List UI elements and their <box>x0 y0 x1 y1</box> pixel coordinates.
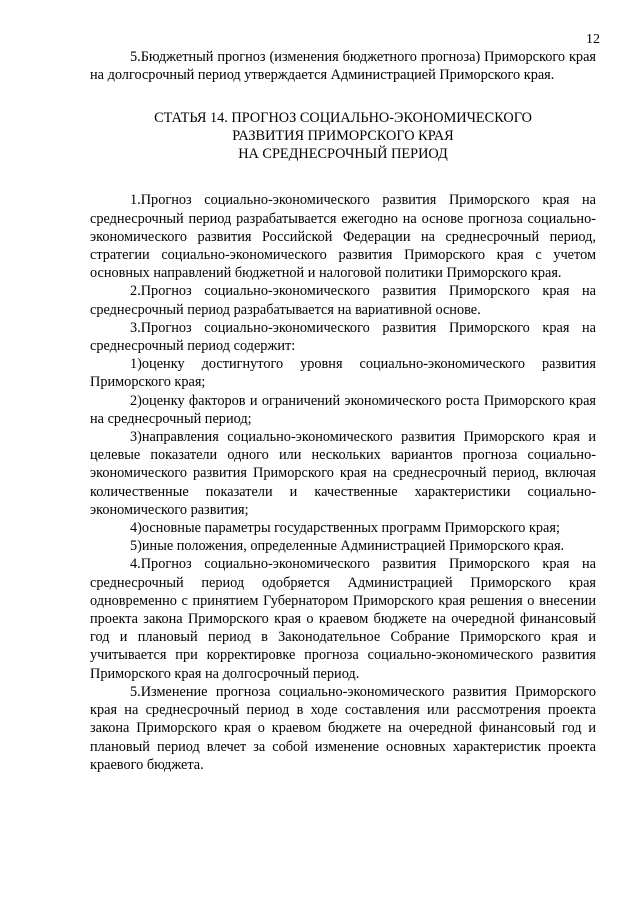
article-title-line: СТАТЬЯ 14. ПРОГНОЗ СОЦИАЛЬНО-ЭКОНОМИЧЕСКОГО <box>154 110 532 127</box>
article-paragraph: 4.Прогноз социально-экономического развития Приморского края на среднесрочный период одобряется Администрацией Приморского края одновременно с принятием Губернатором Приморского края решения о внесении проекта закона Приморского края о краевом бюджете на очередной финансовый год и плановый период в Законодательное Собрание Приморского края и учитывается при корректировке прогноза социально-экономического развития Приморского края на долгосрочный период. <box>90 556 596 682</box>
article-paragraph: 5.Изменение прогноза социально-экономического развития Приморского края на среднесрочный период в ходе составления или рассмотрения проекта закона Приморского края о краевом бюджете на очередной финансовый год и плановый период влечет за собой изменение основных характеристик проекта краевого бюджета. <box>90 683 596 773</box>
article-paragraph: 1.Прогноз социально-экономического развития Приморского края на среднесрочный период разрабатывается ежегодно на основе прогноза социально-экономического развития Российской Федерации на среднесрочный период, стратегии социально-экономического развития Приморского края с учетом основных направлений бюджетной и налоговой политики Приморского края. <box>90 192 596 282</box>
article-paragraph: 3.Прогноз социально-экономического развития Приморского края на среднесрочный период содержит: <box>90 319 596 355</box>
article-list-item: 5)иные положения, определенные Администрацией Приморского края. <box>130 538 565 555</box>
article-list-item: 2)оценку факторов и ограничений экономического роста Приморского края на среднесрочный период; <box>90 392 596 427</box>
article-paragraph: 2.Прогноз социально-экономического развития Приморского края на среднесрочный период разрабатывается на вариативной основе. <box>90 283 596 318</box>
article-list-item: 1)оценку достигнутого уровня социально-экономического развития Приморского края; <box>90 356 596 391</box>
article-title-line: РАЗВИТИЯ ПРИМОРСКОГО КРАЯ <box>232 128 454 145</box>
article-list-item: 4)основные параметры государственных программ Приморского края; <box>130 520 560 537</box>
article-list-item: 3)направления социально-экономического развития Приморского края и целевые показатели одного или нескольких вариантов прогноза социально-экономического развития Приморского края на среднесрочный период, включая количественные показатели и качественные характеристики социально-экономического развития; <box>90 429 596 518</box>
document-body <box>90 48 596 774</box>
page-number: 12 <box>586 32 600 47</box>
article-title <box>90 109 596 163</box>
article-title-line: НА СРЕДНЕСРОЧНЫЙ ПЕРИОД <box>238 146 448 163</box>
intro-paragraph: 5.Бюджетный прогноз (изменения бюджетного прогноза) Приморского края на долгосрочный период утверждается Администрацией Приморского края. <box>90 49 596 84</box>
